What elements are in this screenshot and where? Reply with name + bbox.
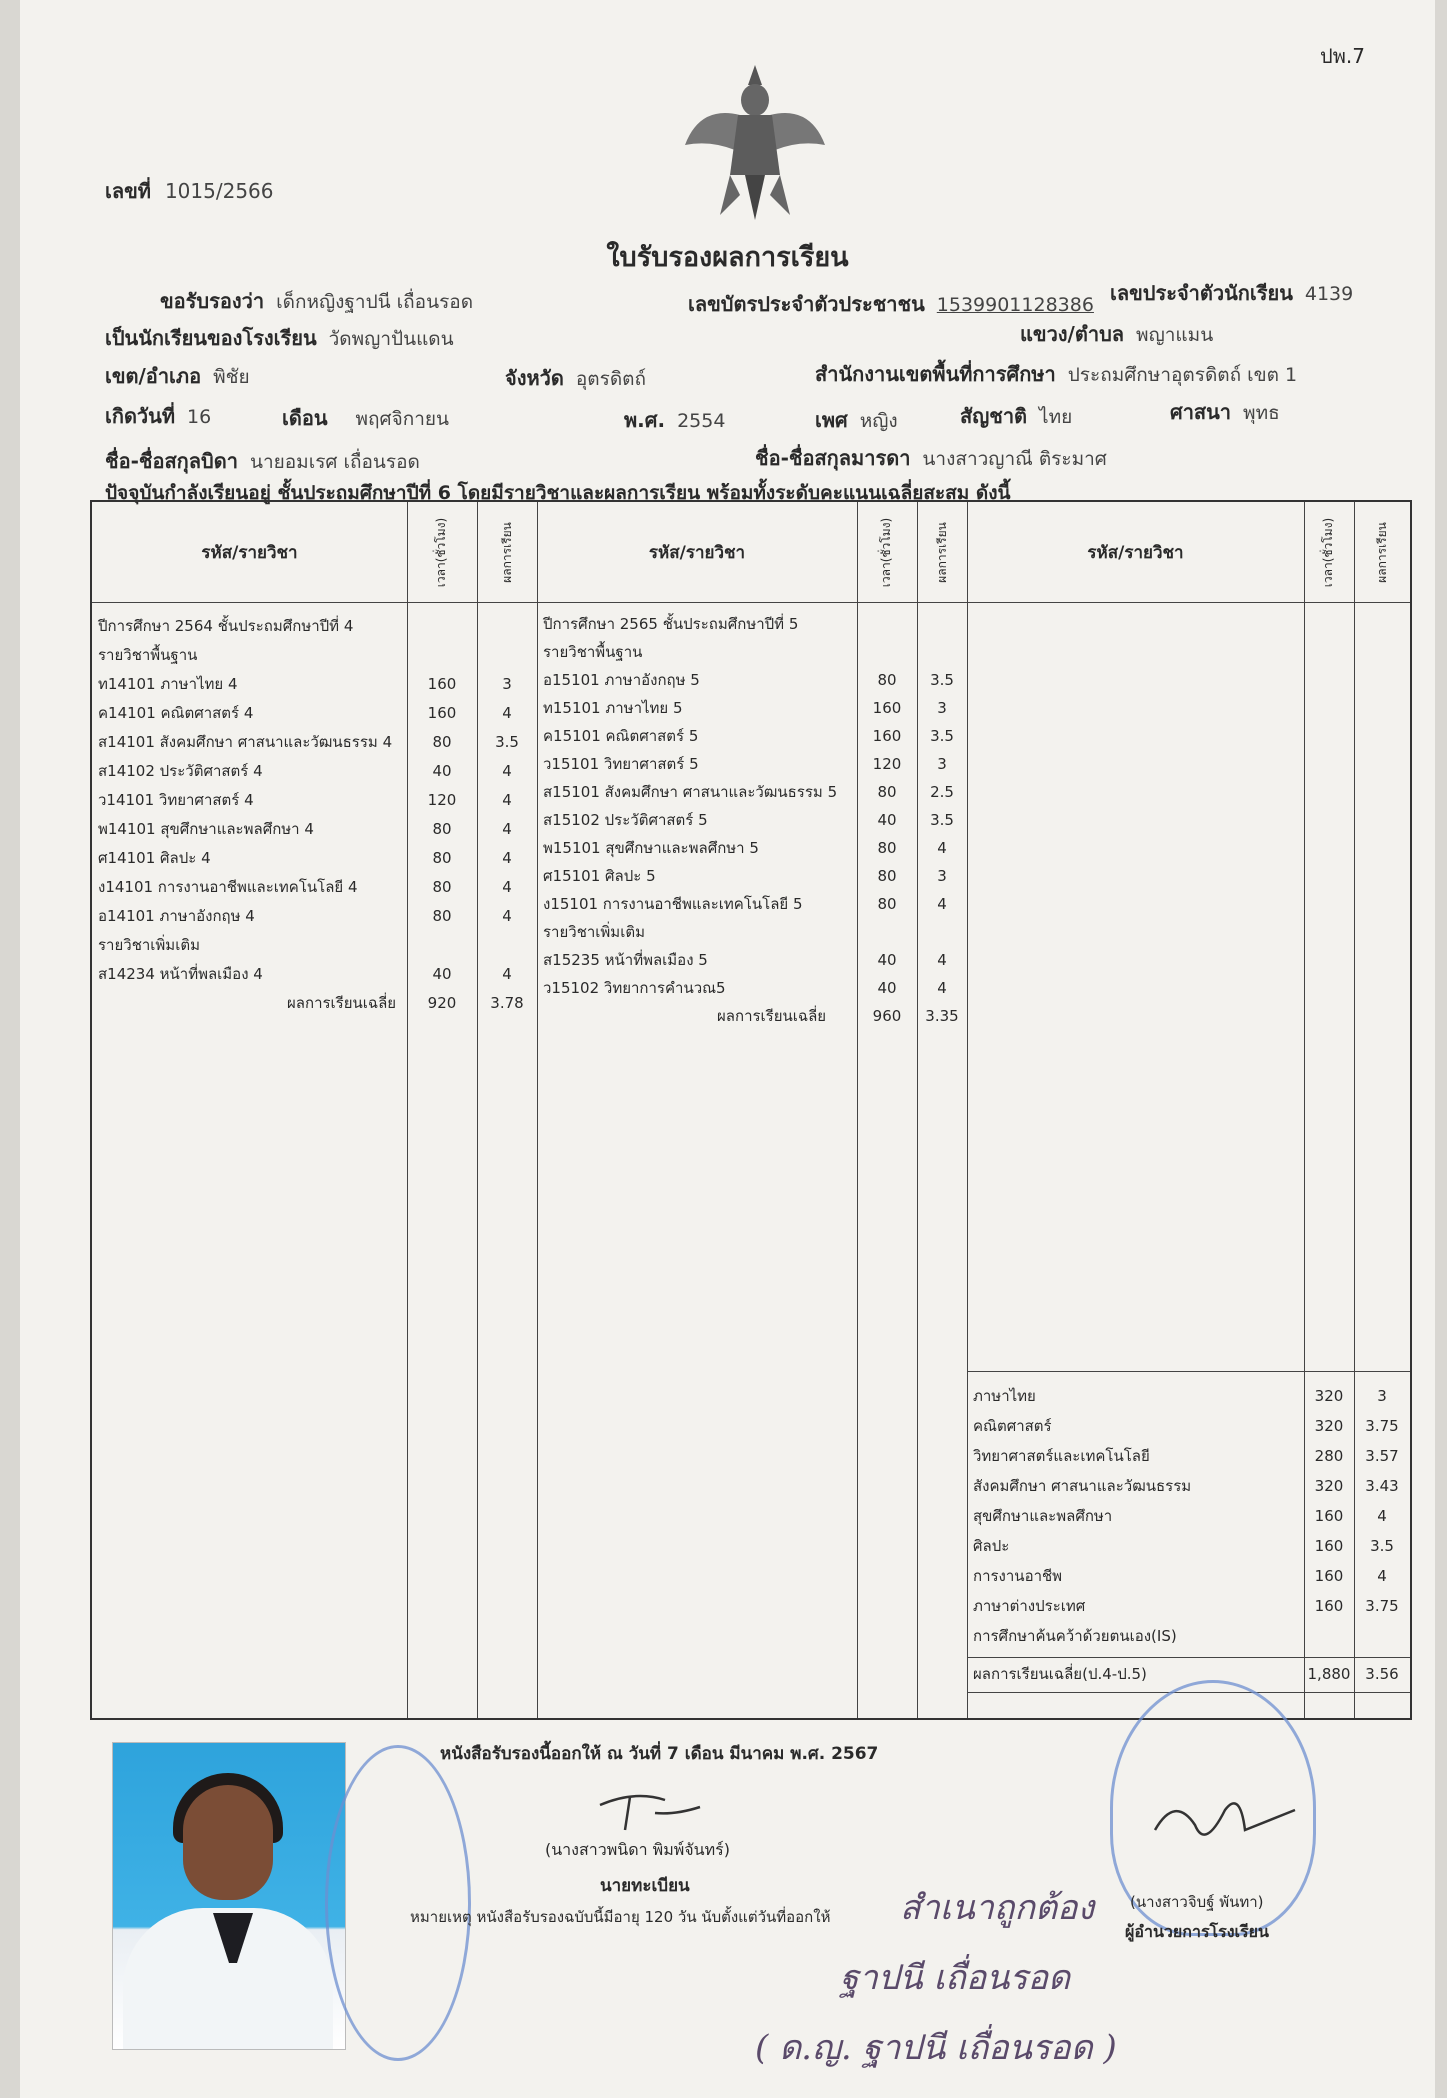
- grades-table: [90, 500, 1412, 1720]
- year-label: พ.ศ.: [624, 408, 666, 432]
- col1-hours-header: เวลา(ชั่วโมง): [434, 517, 449, 587]
- sex-value: หญิง: [859, 410, 898, 432]
- sex-label: เพศ: [815, 408, 848, 432]
- certificate-page: [20, 0, 1435, 2098]
- summary-row: คณิตศาสตร์ 320 3.75: [973, 1417, 1399, 1435]
- summary-row: การงานอาชีพ 160 4: [973, 1567, 1387, 1585]
- summary-row: ศิลปะ 160 3.5: [973, 1537, 1394, 1555]
- table-row: ส15235 หน้าที่พลเมือง 5 40 4: [543, 951, 947, 969]
- district-line: [105, 360, 250, 392]
- certify-label: ขอรับรองว่า: [160, 289, 265, 313]
- subdistrict-label: แขวง/ตำบล: [1020, 322, 1125, 346]
- registrar-signature-icon: [595, 1785, 705, 1835]
- school-line: [105, 322, 454, 354]
- table-row: รายวิชาพื้นฐาน: [543, 643, 643, 661]
- table-row: ส14234 หน้าที่พลเมือง 4 40 4: [98, 965, 512, 983]
- table-row: ส15102 ประวัติศาสตร์ 5 40 3.5: [543, 811, 954, 829]
- col2-hours-header: เวลา(ชั่วโมง): [879, 517, 894, 587]
- col1-average-row: ผลการเรียนเฉลี่ย 920 3.78: [287, 994, 524, 1012]
- nationality-value: ไทย: [1039, 406, 1073, 428]
- mother-line: [755, 442, 1107, 474]
- religion-label: ศาสนา: [1170, 400, 1232, 424]
- birth-year: 2554: [677, 410, 726, 432]
- province-label: จังหวัด: [505, 366, 564, 390]
- table-row: ค15101 คณิตศาสตร์ 5 160 3.5: [543, 727, 954, 745]
- summary-row: สังคมศึกษา ศาสนาและวัฒนธรรม 320 3.43: [973, 1477, 1399, 1495]
- sex-line: [815, 404, 898, 436]
- table-row: ศ15101 ศิลปะ 5 80 3: [543, 867, 947, 885]
- summary-row: สุขศึกษาและพลศึกษา 160 4: [973, 1507, 1387, 1525]
- birth-year-line: [624, 404, 725, 436]
- religion-line: [1170, 396, 1280, 428]
- table-row: ปีการศึกษา 2565 ชั้นประถมศึกษาปีที่ 5: [543, 615, 799, 633]
- col3-hours-header: เวลา(ชั่วโมง): [1321, 517, 1336, 587]
- school-value: วัดพญาปันแดน: [328, 328, 454, 350]
- handwritten-name: ( ด.ญ. ฐาปนี เถื่อนรอด ): [755, 2028, 1117, 2068]
- summary-row: ภาษาต่างประเทศ 160 3.75: [973, 1597, 1399, 1615]
- table-row: ท14101 ภาษาไทย 4 160 3: [98, 675, 512, 693]
- table-row: รายวิชาเพิ่มเติม: [543, 923, 645, 941]
- mother-label: ชื่อ-ชื่อสกุลมารดา: [755, 446, 911, 470]
- table-row: ว14101 วิทยาศาสตร์ 4 120 4: [98, 791, 512, 809]
- table-row: ศ14101 ศิลปะ 4 80 4: [98, 849, 512, 867]
- document-number: [105, 175, 274, 207]
- birth-month: พฤศจิกายน: [355, 408, 450, 430]
- student-no-label: เลขประจำตัวนักเรียน: [1110, 281, 1293, 305]
- statement: ปัจจุบันกำลังเรียนอยู่ ชั้นประถมศึกษาปีที่ 6 โดยมีรายวิชาและผลการเรียน พร้อมทั้งระดับคะแนนเฉลี่ยสะสม ดังนี้: [105, 482, 1011, 504]
- table-row: พ14101 สุขศึกษาและพลศึกษา 4 80 4: [98, 820, 512, 838]
- table-row: ท15101 ภาษาไทย 5 160 3: [543, 699, 947, 717]
- birth-day: 16: [187, 406, 212, 428]
- birth-label: เกิดวันที่: [105, 404, 176, 428]
- table-row: ว15101 วิทยาศาสตร์ 5 120 3: [543, 755, 947, 773]
- table-row: ส15101 สังคมศึกษา ศาสนาและวัฒนธรรม 5 80 2.5: [543, 783, 954, 801]
- registrar-title: นายทะเบียน: [600, 1876, 690, 1896]
- col2-average-row: ผลการเรียนเฉลี่ย 960 3.35: [717, 1007, 959, 1025]
- student-photo: [112, 1742, 346, 2050]
- table-row: ง14101 การงานอาชีพและเทคโนโลยี 4 80 4: [98, 878, 512, 896]
- summary-row: วิทยาศาสตร์และเทคโนโลยี 280 3.57: [973, 1447, 1399, 1465]
- province-line: [505, 362, 646, 394]
- summary-row: ภาษาไทย 320 3: [973, 1387, 1387, 1405]
- handwritten-signature: ฐาปนี เถื่อนรอด: [840, 1958, 1071, 1998]
- father-line: [105, 445, 420, 477]
- director-signature-icon: [1145, 1790, 1305, 1860]
- office-line: [815, 358, 1297, 390]
- table-row: รายวิชาเพิ่มเติม: [98, 936, 200, 954]
- school-seal-left-icon: [325, 1745, 471, 2061]
- table-row: ว15102 วิทยาการคำนวณ5 40 4: [543, 979, 947, 997]
- office-label: สำนักงานเขตพื้นที่การศึกษา: [815, 362, 1056, 386]
- registrar-name: (นางสาวพนิดา พิมพ์จันทร์): [545, 1840, 730, 1859]
- table-row: อ15101 ภาษาอังกฤษ 5 80 3.5: [543, 671, 954, 689]
- table-row: ส14101 สังคมศึกษา ศาสนาและวัฒนธรรม 4 80 3.5: [98, 733, 519, 751]
- birth-day-line: [105, 400, 211, 432]
- form-code: ปพ.7: [1320, 44, 1365, 68]
- doc-no-label: เลขที่: [105, 179, 151, 203]
- district-value: พิชัย: [213, 366, 250, 388]
- handwritten-certified-copy: สำเนาถูกต้อง: [900, 1888, 1095, 1928]
- doc-no-value: 1015/2566: [164, 179, 274, 203]
- col2-subject-header: รหัส/รายวิชา: [648, 542, 746, 563]
- office-value: ประถมศึกษาอุตรดิตถ์ เขต 1: [1067, 364, 1298, 386]
- id-number: 1539901128386: [936, 294, 1094, 316]
- col3-subject-header: รหัส/รายวิชา: [1087, 542, 1184, 563]
- table-row: พ15101 สุขศึกษาและพลศึกษา 5 80 4: [543, 839, 947, 857]
- student-no-value: 4139: [1304, 283, 1354, 305]
- garuda-emblem-icon: [680, 55, 830, 225]
- validity-note: หมายเหตุ หนังสือรับรองฉบับนี้มีอายุ 120 วัน นับตั้งแต่วันที่ออกให้: [410, 1908, 831, 1926]
- table-row: ง15101 การงานอาชีพและเทคโนโลยี 5 80 4: [543, 895, 947, 913]
- student-name: เด็กหญิงฐาปนี เถื่อนรอด: [276, 291, 474, 313]
- table-row: ปีการศึกษา 2564 ชั้นประถมศึกษาปีที่ 4: [98, 617, 354, 635]
- province-value: อุตรดิตถ์: [575, 368, 647, 390]
- table-row: รายวิชาพื้นฐาน: [98, 646, 198, 664]
- id-line: [688, 288, 1094, 320]
- father-value: นายอมเรศ เถื่อนรอด: [249, 451, 420, 473]
- subdistrict-line: [1020, 318, 1213, 350]
- nationality-label: สัญชาติ: [960, 404, 1028, 428]
- col1-grade-header: ผลการเรียน: [499, 521, 514, 583]
- birth-month-line: [282, 402, 449, 434]
- summary-total-row: ผลการเรียนเฉลี่ย(ป.4-ป.5) 1,880 3.56: [973, 1665, 1399, 1683]
- document-title: ใบรับรองผลการเรียน: [606, 242, 849, 273]
- summary-row: การศึกษาค้นคว้าด้วยตนเอง(IS): [973, 1627, 1177, 1645]
- nationality-line: [960, 400, 1072, 432]
- school-label: เป็นนักเรียนของโรงเรียน: [105, 326, 317, 350]
- id-label: เลขบัตรประจำตัวประชาชน: [688, 292, 925, 316]
- table-row: อ14101 ภาษาอังกฤษ 4 80 4: [98, 907, 512, 925]
- col3-grade-header: ผลการเรียน: [1374, 521, 1389, 583]
- district-label: เขต/อำเภอ: [105, 364, 202, 388]
- table-row: ค14101 คณิตศาสตร์ 4 160 4: [98, 704, 512, 722]
- table-row: ส14102 ประวัติศาสตร์ 4 40 4: [98, 762, 512, 780]
- subdistrict-value: พญาแมน: [1136, 324, 1214, 346]
- student-no-line: [1110, 277, 1353, 309]
- col2-grade-header: ผลการเรียน: [934, 521, 949, 583]
- director-title: ผู้อำนวยการโรงเรียน: [1125, 1922, 1269, 1941]
- director-name: (นางสาวจิบฐ์ พันทา): [1130, 1893, 1264, 1911]
- father-label: ชื่อ-ชื่อสกุลบิดา: [105, 449, 238, 473]
- mother-value: นางสาวญาณี ติระมาศ: [922, 448, 1107, 470]
- col1-subject-header: รหัส/รายวิชา: [201, 542, 298, 563]
- certify-line: [160, 285, 473, 317]
- issued-date: หนังสือรับรองนี้ออกให้ ณ วันที่ 7 เดือน มีนาคม พ.ศ. 2567: [440, 1744, 879, 1764]
- religion-value: พุทธ: [1243, 402, 1280, 424]
- month-label: เดือน: [282, 406, 328, 430]
